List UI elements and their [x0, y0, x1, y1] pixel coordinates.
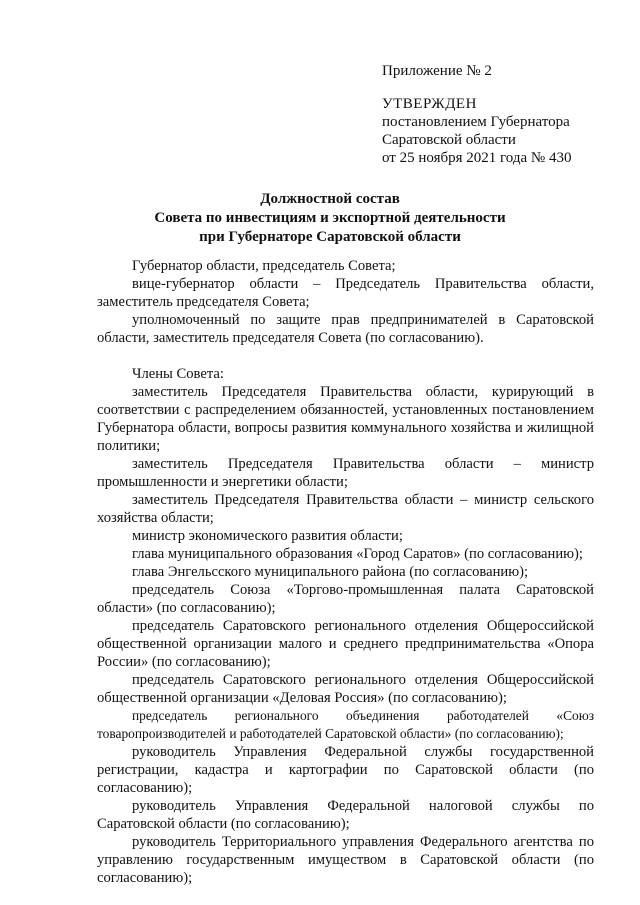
approval-line-region: Саратовской области	[382, 132, 516, 148]
member-item: председатель Саратовского регионального отделения Общероссийской общественной организации малого и среднего предпринимательства «Опора России» (по согласованию);	[97, 618, 594, 670]
member-item: председатель регионального объединения работодателей «Союз товаропроизводителей и работодателей Саратовской области» (по согласованию);	[97, 708, 594, 741]
member-item: заместитель Председателя Правительства области – министр сельского хозяйства области;	[97, 492, 594, 526]
members-heading: Члены Совета:	[132, 366, 224, 382]
approval-line-date: от 25 ноября 2021 года № 430	[382, 150, 572, 166]
approval-block	[382, 62, 571, 167]
member-item: глава Энгельсского муниципального района (по согласованию);	[132, 564, 529, 580]
title-line-3: при Губернаторе Саратовской области	[199, 229, 461, 245]
member-item: глава муниципального образования «Город Саратов» (по согласованию);	[132, 546, 583, 562]
leadership-item: вице-губернатор области – Председатель Правительства области, заместитель председателя Совета;	[97, 276, 594, 310]
title-line-2: Совета по инвестициям и экспортной деятельности	[154, 210, 506, 226]
approved-stamp: УТВЕРЖДЕН	[382, 96, 477, 112]
document-title	[80, 190, 580, 247]
approval-line-decree: постановлением Губернатора	[382, 114, 570, 130]
member-item: председатель Союза «Торгово-промышленная палата Саратовской области» (по согласованию);	[97, 582, 594, 616]
appendix-number: Приложение № 2	[382, 63, 492, 79]
title-line-1: Должностной состав	[260, 191, 400, 207]
document-body	[97, 257, 594, 887]
member-item: руководитель Управления Федеральной налоговой службы по Саратовской области (по согласованию);	[97, 798, 594, 832]
member-item: председатель Саратовского регионального отделения Общероссийской общественной организации «Деловая Россия» (по согласованию);	[97, 672, 594, 706]
leadership-item: Губернатор области, председатель Совета;	[132, 258, 396, 274]
member-item: руководитель Управления Федеральной службы государственной регистрации, кадастра и картографии по Саратовской области (по согласованию);	[97, 744, 594, 796]
member-item: министр экономического развития области;	[132, 528, 403, 544]
member-item: руководитель Территориального управления Федерального агентства по управлению государственным имуществом в Саратовской области (по согласованию);	[97, 834, 594, 886]
leadership-item: уполномоченный по защите прав предпринимателей в Саратовской области, заместитель председателя Совета (по согласованию).	[97, 312, 594, 346]
member-item: заместитель Председателя Правительства области, курирующий в соответствии с распределением обязанностей, установленных постановлением Губернатора области, вопросы развития коммунального хозяйства и жилищной политики;	[97, 384, 594, 454]
member-item: заместитель Председателя Правительства области – министр промышленности и энергетики области;	[97, 456, 594, 490]
